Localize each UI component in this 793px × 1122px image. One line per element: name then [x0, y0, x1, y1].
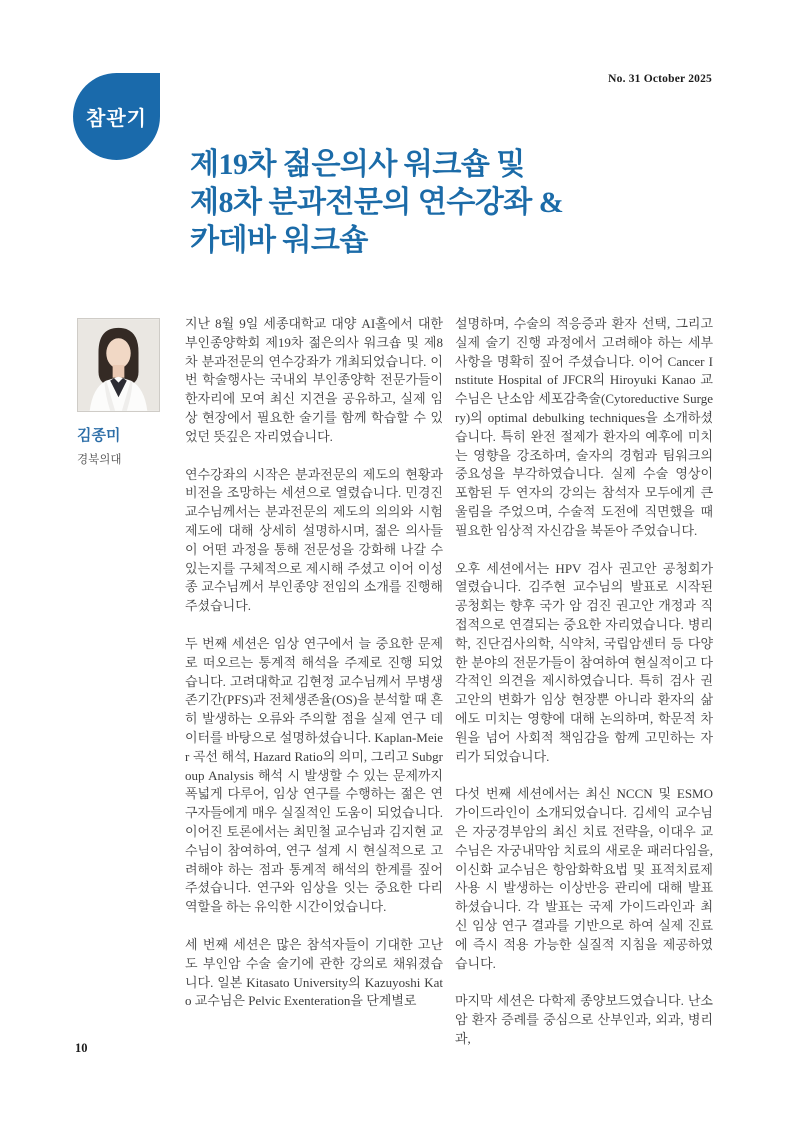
page-number: 10	[75, 1041, 88, 1055]
issue-label: No. 31 October 2025	[608, 73, 712, 85]
paragraph: 두 번째 세션은 임상 연구에서 늘 중요한 문제로 떠오르는 통계적 해석을 주제로 진행 되었 습니다. 고려대학교 김현정 교수님께서 무병생존기간(PFS)과 전체생존율(OS)을 분석할 때 흔히 발생하는 오류와 주의할 점을 실제 연구 데이터를 바탕으로 설명하셨습니다. Kaplan-Meier 곡선 해석, Hazard Ratio의 의미, 그리고 Subgroup Analysis 해석 시 발생할 수 있는 문제까지 폭넓게 다루어, 임상 연구를 수행하는 젊은 연구자들에게 매우 실질적인 도움이 되었습니다. 이어진 토론에서는 최민철 교수님과 김지현 교수님이 참여하여, 연구 설계 시 현실적으로 고려해야 하는 점과 통계적 해석의 한계를 짚어 주셨습니다. 연구와 임상을 잇는 중요한 다리 역할을 하는 유익한 시간이었습니다.	[185, 635, 443, 915]
article-column-right	[455, 315, 713, 1068]
author-affiliation: 경북의대	[77, 454, 122, 466]
paragraph: 세 번째 세션은 많은 참석자들이 기대한 고난도 부인암 수술 술기에 관한 강의로 채워졌습니다. 일본 Kitasato University의 Kazuyoshi Kato 교수님은 Pelvic Exenteration을 단계별로	[185, 936, 443, 1009]
paragraph: 연수강좌의 시작은 분과전문의 제도의 현황과 비전을 조망하는 세션으로 열렸습니다. 민경진 교수님께서는 분과전문의 제도의 의의와 시험 제도에 대해 상세히 설명하시며, 젊은 의사들이 어떤 과정을 통해 전문성을 강화해 나갈 수 있는지를 구체적으로 제시해 주셨고 이어 이성종 교수님께서 부인종양 전임의 소개를 진행해 주셨습니다.	[185, 466, 443, 614]
section-badge-label: 참관기	[86, 108, 147, 130]
author-block	[77, 318, 172, 467]
paragraph: 마지막 세션은 다학제 종양보드였습니다. 난소암 환자 증례를 중심으로 산부인과, 외과, 병리과,	[455, 993, 713, 1046]
article-title	[190, 146, 563, 260]
article-title-line-3: 카데바 워크숍	[190, 224, 368, 257]
paragraph: 설명하며, 수술의 적응증과 환자 선택, 그리고 실제 술기 진행 과정에서 고려해야 하는 세부 사항을 명확히 짚어 주셨습니다. 이어 Cancer Institute Hospital of JFCR의 Hiroyuki Kanao 교수님은 난소암 세포감축술(Cytoreductive Surgery)의 optimal debulking techniques을 소개하셨습니다. 특히 완전 절제가 환자의 예후에 미치는 영향을 강조하며, 술자의 경험과 팀워크의 중요성을 부각하였습니다. 실제 수술 영상이 포함된 두 연자의 강의는 참석자 모두에게 큰 울림을 주었으며, 수술적 도전에 직면했을 때 필요한 임상적 자신감을 북돋아 주었습니다.	[455, 316, 713, 538]
author-name: 김종미	[77, 428, 121, 444]
article-title-line-2: 제8차 분과전문의 연수강좌 &	[190, 186, 564, 219]
paragraph: 다섯 번째 세션에서는 최신 NCCN 및 ESMO 가이드라인이 소개되었습니다. 김세익 교수님은 자궁경부암의 최신 치료 전략을, 이대우 교수님은 자궁내막암 치료의 새로운 패러다임을, 이신화 교수님은 항암화학요법 및 표적치료제 사용 시 발생하는 이상반응 관리에 대해 발표하셨습니다. 각 발표는 국제 가이드라인과 최신 임상 연구 결과를 기반으로 하여 실제 진료에 즉시 적용 가능한 실질적 지침을 제공하였습니다.	[455, 786, 713, 971]
paragraph: 지난 8월 9일 세종대학교 대양 AI홀에서 대한 부인종양학회 제19차 젊은의사 워크숍 및 제8차 분과전문의 연수강좌가 개최되었습니다. 이번 학술행사는 국내외 부인종양학 전문가들이 한자리에 모여 최신 지견을 공유하고, 실제 임상 현장에서 필요한 술기를 함께 학습할 수 있었던 뜻깊은 자리였습니다.	[185, 316, 443, 444]
paragraph: 오후 세션에서는 HPV 검사 권고안 공청회가 열렸습니다. 김주현 교수님의 발표로 시작된 공청회는 향후 국가 암 검진 권고안 개정과 직접적으로 연결되는 중요한 자리였습니다. 병리학, 진단검사의학, 식약처, 국립암센터 등 다양한 분야의 전문가들이 참여하여 현실적이고 다각적인 의견을 제시하였습니다. 특히 검사 권고안의 변화가 임상 현장뿐 아니라 환자의 삶에도 미치는 영향에 대해 논의하며, 학문적 차원을 넘어 사회적 책임감을 함께 고민하는 자리가 되었습니다.	[455, 560, 713, 764]
article-title-line-1: 제19차 젊은의사 워크숍 및	[190, 148, 525, 181]
section-badge	[73, 73, 160, 160]
article-column-left	[185, 315, 443, 1030]
author-photo	[77, 318, 160, 412]
